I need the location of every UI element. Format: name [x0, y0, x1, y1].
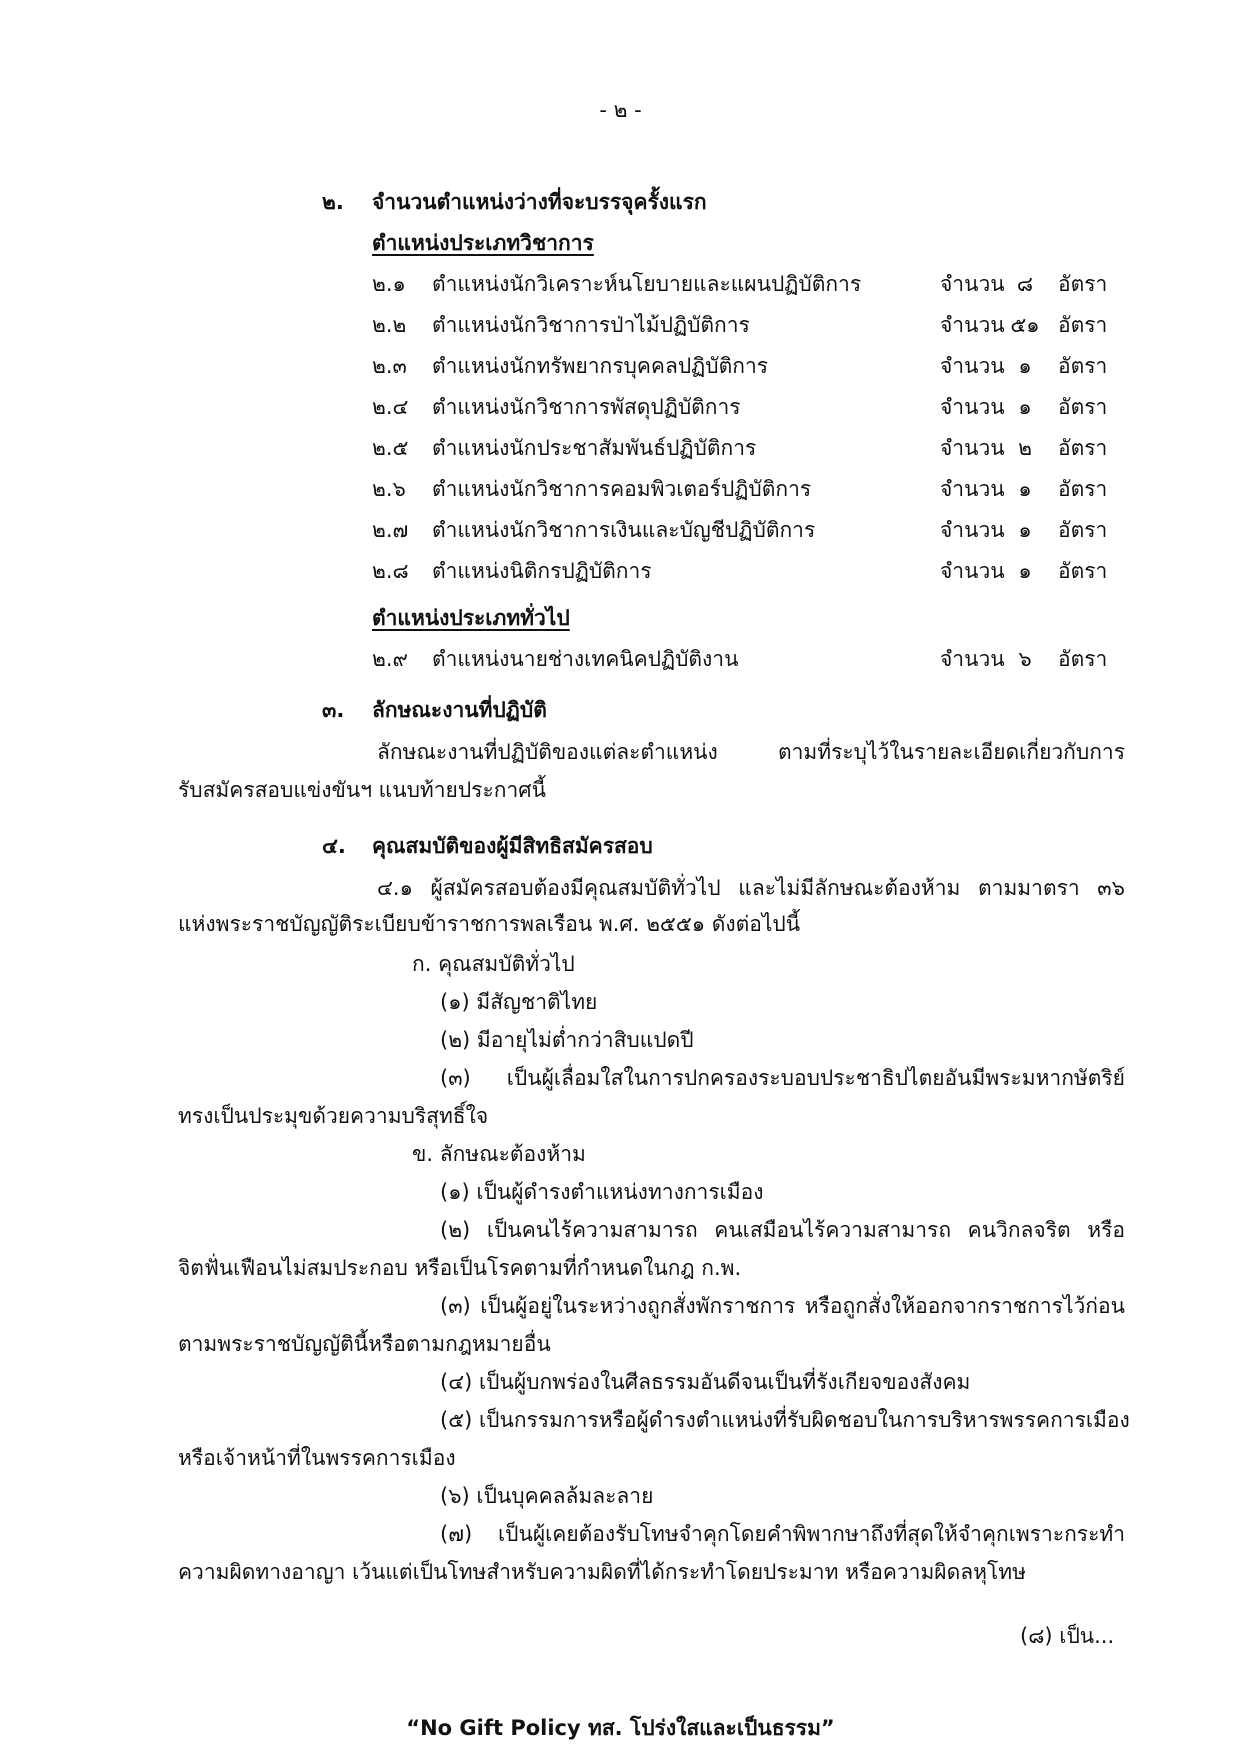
- unit-label: อัตรา: [1058, 395, 1108, 419]
- count-label: จำนวน: [940, 518, 1005, 542]
- position-number: ๒.๖: [372, 477, 406, 501]
- unit-label: อัตรา: [1058, 477, 1108, 501]
- position-title: ตำแหน่งนักวิชาการพัสดุปฏิบัติการ: [432, 395, 741, 419]
- item-b5-line1: (๕) เป็นกรรมการหรือผู้ดำรงตำแหน่งที่รับผิดชอบในการบริหารพรรคการเมือง: [440, 1408, 1130, 1432]
- item-a1: (๑) มีสัญชาติไทย: [440, 990, 598, 1014]
- position-title: ตำแหน่งนิติกรปฏิบัติการ: [432, 559, 652, 583]
- para-4-1-line2: แห่งพระราชบัญญัติระเบียบข้าราชการพลเรือน พ.ศ. ๒๕๕๑ ดังต่อไปนี้: [178, 912, 801, 936]
- unit-label: อัตรา: [1058, 436, 1108, 460]
- subheading-b: ข. ลักษณะต้องห้าม: [412, 1142, 586, 1166]
- position-row: [0, 434, 1241, 462]
- position-count: ๑: [1018, 518, 1032, 542]
- count-label: จำนวน: [940, 354, 1005, 378]
- position-title: ตำแหน่งนักประชาสัมพันธ์ปฏิบัติการ: [432, 436, 757, 460]
- position-row: [0, 270, 1241, 298]
- position-number: ๒.๒: [372, 313, 407, 337]
- position-row: [0, 516, 1241, 544]
- unit-label: อัตรา: [1058, 647, 1108, 671]
- position-count: ๕๑: [1010, 313, 1040, 337]
- section-4-heading: คุณสมบัติของผู้มีสิทธิสมัครสอบ: [372, 834, 653, 858]
- unit-label: อัตรา: [1058, 354, 1108, 378]
- position-title: ตำแหน่งนายช่างเทคนิคปฏิบัติงาน: [432, 647, 739, 671]
- position-number: ๒.๓: [372, 354, 407, 378]
- item-b4: (๔) เป็นผู้บกพร่องในศีลธรรมอันดีจนเป็นที่รังเกียจของสังคม: [440, 1370, 971, 1394]
- count-label: จำนวน: [940, 436, 1005, 460]
- footer-slogan: “No Gift Policy ทส. โปร่งใสและเป็นธรรม”: [406, 1716, 835, 1740]
- position-number: ๒.๗: [372, 518, 409, 542]
- count-label: จำนวน: [940, 477, 1005, 501]
- position-number: ๒.๙: [372, 647, 408, 671]
- position-title: ตำแหน่งนักวิชาการเงินและบัญชีปฏิบัติการ: [432, 518, 816, 542]
- section-4-number: ๔.: [322, 834, 346, 858]
- section-2-number: ๒.: [322, 190, 344, 214]
- position-number: ๒.๔: [372, 395, 409, 419]
- group-academic-heading: ตำแหน่งประเภทวิชาการ: [372, 231, 594, 255]
- item-b2-line1: (๒) เป็นคนไร้ความสามารถ คนเสมือนไร้ความสามารถ คนวิกลจริต หรือ: [440, 1218, 1125, 1242]
- section-3-line2: รับสมัครสอบแข่งขันฯ แนบท้ายประกาศนี้: [178, 778, 546, 802]
- position-title: ตำแหน่งนักวิชาการคอมพิวเตอร์ปฏิบัติการ: [432, 477, 812, 501]
- position-number: ๒.๑: [372, 272, 406, 296]
- group-general-heading: ตำแหน่งประเภททั่วไป: [372, 606, 570, 630]
- position-count: ๒: [1018, 436, 1032, 460]
- unit-label: อัตรา: [1058, 313, 1108, 337]
- position-row: [0, 645, 1241, 673]
- section-3-number: ๓.: [322, 698, 345, 722]
- item-b5-line2: หรือเจ้าหน้าที่ในพรรคการเมือง: [178, 1446, 456, 1470]
- unit-label: อัตรา: [1058, 559, 1108, 583]
- position-row: [0, 557, 1241, 585]
- item-b3-line2: ตามพระราชบัญญัตินี้หรือตามกฎหมายอื่น: [178, 1332, 551, 1356]
- position-row: [0, 311, 1241, 339]
- item-b1: (๑) เป็นผู้ดำรงตำแหน่งทางการเมือง: [440, 1180, 764, 1204]
- count-label: จำนวน: [940, 272, 1005, 296]
- subheading-a: ก. คุณสมบัติทั่วไป: [412, 952, 575, 976]
- position-count: ๑: [1018, 354, 1032, 378]
- position-count: ๖: [1018, 647, 1032, 671]
- position-row: [0, 393, 1241, 421]
- position-count: ๑: [1018, 477, 1032, 501]
- page-number: - ๒ -: [599, 98, 642, 122]
- item-b2-line2: จิตฟั่นเฟือนไม่สมประกอบ หรือเป็นโรคตามที่กำหนดในกฎ ก.พ.: [178, 1256, 742, 1280]
- item-b6: (๖) เป็นบุคคลล้มละลาย: [440, 1484, 654, 1508]
- position-title: ตำแหน่งนักวิชาการป่าไม้ปฏิบัติการ: [432, 313, 750, 337]
- item-b7-line2: ความผิดทางอาญา เว้นแต่เป็นโทษสำหรับความผิดที่ได้กระทำโดยประมาท หรือความผิดลหุโทษ: [178, 1560, 1026, 1584]
- position-count: ๑: [1018, 559, 1032, 583]
- count-label: จำนวน: [940, 559, 1005, 583]
- unit-label: อัตรา: [1058, 518, 1108, 542]
- item-a2: (๒) มีอายุไม่ต่ำกว่าสิบแปดปี: [440, 1028, 694, 1052]
- para-4-1-line1: ๔.๑ ผู้สมัครสอบต้องมีคุณสมบัติทั่วไป และไม่มีลักษณะต้องห้าม ตามมาตรา ๓๖: [377, 876, 1125, 900]
- section-2-heading: จำนวนตำแหน่งว่างที่จะบรรจุครั้งแรก: [372, 190, 707, 214]
- unit-label: อัตรา: [1058, 272, 1108, 296]
- item-b3-line1: (๓) เป็นผู้อยู่ในระหว่างถูกสั่งพักราชการ หรือถูกสั่งให้ออกจากราชการไว้ก่อน: [440, 1294, 1125, 1318]
- item-a3-line2: ทรงเป็นประมุขด้วยความบริสุทธิ์ใจ: [178, 1104, 489, 1128]
- item-b7-line1: (๗) เป็นผู้เคยต้องรับโทษจำคุกโดยคำพิพากษาถึงที่สุดให้จำคุกเพราะกระทำ: [440, 1522, 1125, 1546]
- section-3-line1: ลักษณะงานที่ปฏิบัติของแต่ละตำแหน่ง ตามที่ระบุไว้ในรายละเอียดเกี่ยวกับการ: [377, 740, 1125, 764]
- position-count: ๑: [1018, 395, 1032, 419]
- position-count: ๘: [1016, 272, 1034, 296]
- count-label: จำนวน: [940, 647, 1005, 671]
- position-row: [0, 475, 1241, 503]
- continuation-marker: (๘) เป็น...: [1020, 1624, 1115, 1648]
- position-title: ตำแหน่งนักวิเคราะห์นโยบายและแผนปฏิบัติการ: [432, 272, 862, 296]
- position-number: ๒.๕: [372, 436, 409, 460]
- item-a3-line1: (๓) เป็นผู้เลื่อมใสในการปกครองระบอบประชาธิปไตยอันมีพระมหากษัตริย์: [440, 1066, 1125, 1090]
- position-title: ตำแหน่งนักทรัพยากรบุคคลปฏิบัติการ: [432, 354, 769, 378]
- position-row: [0, 352, 1241, 380]
- count-label: จำนวน: [940, 395, 1005, 419]
- position-number: ๒.๘: [372, 559, 409, 583]
- count-label: จำนวน: [940, 313, 1005, 337]
- section-3-heading: ลักษณะงานที่ปฏิบัติ: [372, 698, 547, 722]
